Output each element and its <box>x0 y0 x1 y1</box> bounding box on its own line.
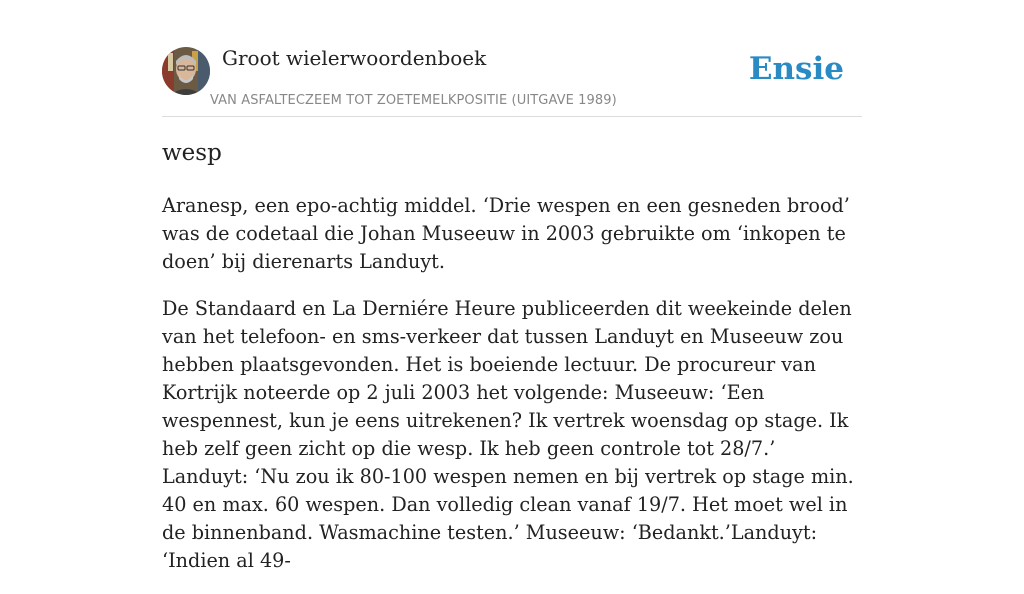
entry-paragraph: Aranesp, een epo-achtig middel. ‘Drie wespen en een gesneden brood’ was de codetaal die Johan Museeuw in 2003 gebruikte om ‘inkopen te doen’ bij dierenarts Landuyt. <box>162 194 850 273</box>
page-container <box>162 0 862 572</box>
entry-paragraph: De Standaard en La Derniére Heure publiceerden dit weekeinde delen van het telefoon- en sms-verkeer dat tussen Landuyt en Museeuw zou hebben plaatsgevonden. Het is boeiende lectuur. De procureur van Kortrijk noteerde op 2 juli 2003 het volgende: Museeuw: ‘Een wespennest, kun je eens uitrekenen? Ik vertrek woensdag op stage. Ik heb zelf geen zicht op die wesp. Ik heb geen controle tot 28/7.’ Landuyt: ‘Nu zou ik 80-100 wespen nemen en bij vertrek op stage min. 40 en max. 60 wespen. Dan volledig clean vanaf 19/7. Het moet wel in de binnenband. Wasmachine testen.’ Museeuw: ‘Bedankt.’Landuyt: ‘Indien al 49- <box>162 297 854 572</box>
ensie-logo-link[interactable]: Ensie <box>748 51 844 87</box>
entry-title: wesp <box>162 140 222 166</box>
book-subtitle: VAN ASFALTECZEEM TOT ZOETEMELKPOSITIE (UITGAVE 1989) <box>210 93 617 108</box>
entry-content <box>162 192 862 594</box>
author-portrait-icon <box>162 47 210 95</box>
book-title[interactable]: Groot wielerwoordenboek <box>222 46 487 70</box>
site-header <box>162 0 862 117</box>
author-avatar[interactable] <box>162 47 210 95</box>
